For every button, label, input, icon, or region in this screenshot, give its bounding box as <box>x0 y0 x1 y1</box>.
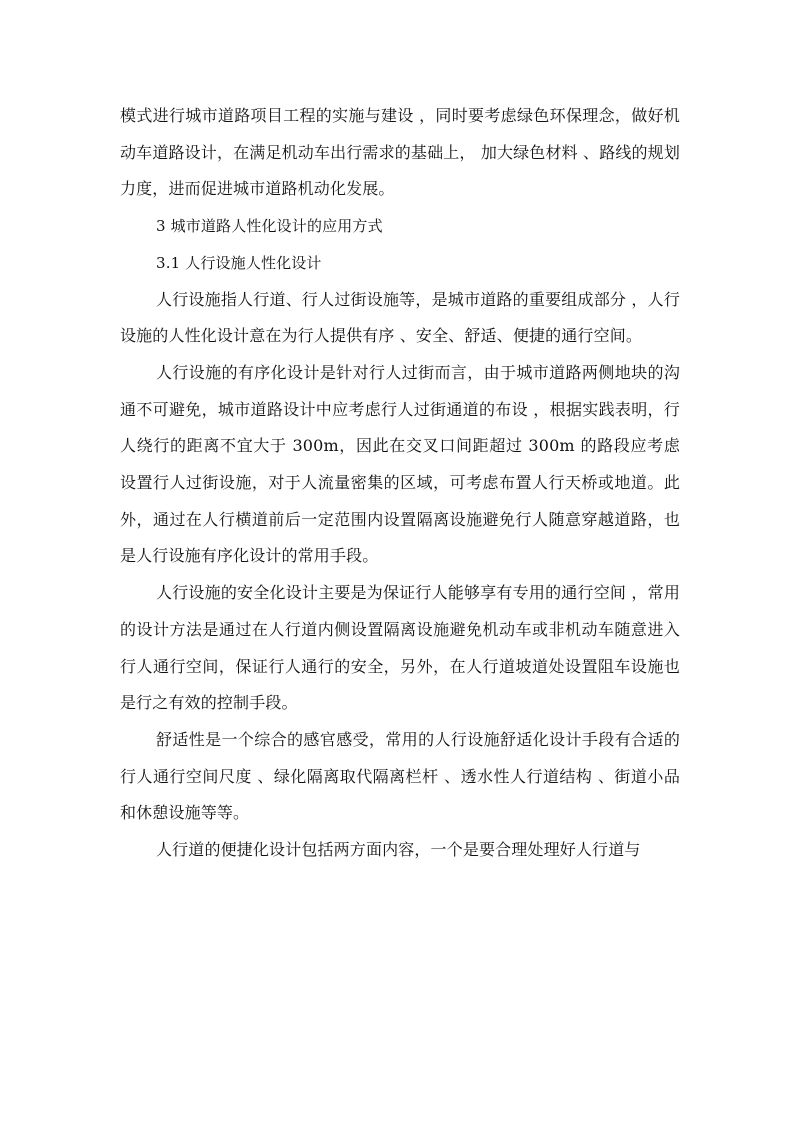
paragraph-convenience-design: 人行道的便捷化设计包括两方面内容，一个是要合理处理好人行道与 <box>156 840 641 860</box>
paragraph-comfort-design: 舒适性是一个综合的感官感受，常用的人行设施舒适化设计手段有合适的行人通行空间尺度 、绿化隔离取代隔离栏杆 、透水性人行道结构 、街道小品和休憩设施等等。 <box>120 729 680 823</box>
subsection-heading: 3.1 人行设施人性化设计 <box>156 253 322 272</box>
paragraph-pedestrian-facilities: 人行设施指人行道、行人过街设施等，是城市道路的重要组成部分 ，人行设施的人性化设计意在为行人提供有序 、安全、舒适、便捷的通行空间。 <box>120 289 680 346</box>
paragraph-orderly-design: 人行设施的有序化设计是针对行人过街而言，由于城市道路两侧地块的沟通不可避免，城市道路设计中应考虑行人过街通道的布设 ，根据实践表明，行人绕行的距离不宜大于 300m，因此在交叉口间距超过 300m 的路段应考虑设置行人过街设施，对于人流量密集的区域，可考虑布置人行天桥或地道。此外，通过在人行横道前后一定范围内设置隔离设施避免行人随意穿越道路，也是人行设施有序化设计的常用手段。 <box>120 362 680 566</box>
paragraph-safety-design: 人行设施的安全化设计主要是为保证行人能够享有专用的通行空间 ，常用的设计方法是通过在人行道内侧设置隔离设施避免机动车或非机动车随意进入行人通行空间，保证行人通行的安全，另外，在人行道坡道处设置阻车设施也是行之有效的控制手段。 <box>120 583 680 713</box>
document-page <box>120 98 680 869</box>
section-heading: 3 城市道路人性化设计的应用方式 <box>156 217 383 236</box>
paragraph-continuation: 模式进行城市道路项目工程的实施与建设 ，同时要考虑绿色环保理念，做好机动车道路设计，在满足机动车出行需求的基础上， 加大绿色材料 、路线的规划力度，进而促进城市道路机动化发展。 <box>120 106 680 199</box>
